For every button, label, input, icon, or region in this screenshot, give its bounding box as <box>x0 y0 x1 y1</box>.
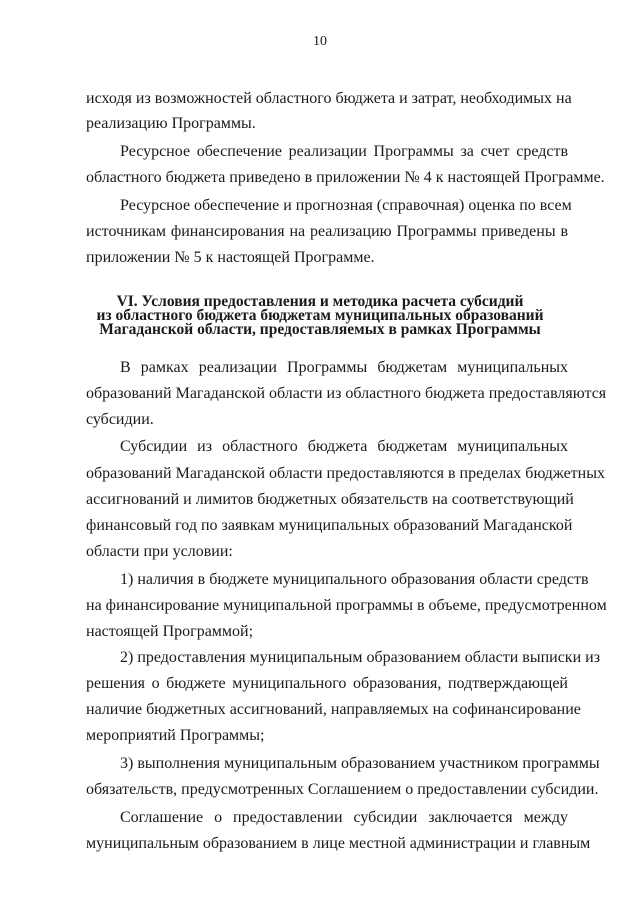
text-line: 3) выполнения муниципальным образованием участником программы <box>120 755 600 772</box>
text-line: В рамках реализации Программы бюджетам муниципальных <box>120 359 568 376</box>
text-line: наличие бюджетных ассигнований, направляемых на софинансирование <box>86 701 581 718</box>
text-line: реализацию Программы. <box>86 115 256 132</box>
text-line: муниципальным образованием в лице местной администрации и главным <box>86 835 591 852</box>
text-line: образований Магаданской области из областного бюджета предоставляются <box>86 385 607 402</box>
text-line: исходя из возможностей областного бюджета и затрат, необходимых на <box>86 90 572 107</box>
text-line: настоящей Программой; <box>86 623 254 640</box>
text-line: решения о бюджете муниципального образования, подтверждающей <box>86 675 568 692</box>
text-line: Соглашение о предоставлении субсидии заключается между <box>120 809 568 826</box>
text-line: 1) наличия в бюджете муниципального образования области средств <box>120 571 589 588</box>
text-line: Ресурсное обеспечение реализации Программы за счет средств <box>120 143 568 160</box>
page-number: 10 <box>313 34 327 49</box>
text-line: области при условии: <box>86 543 233 560</box>
text-line: источникам финансирования на реализацию Программы приведены в <box>86 223 568 240</box>
text-line: образований Магаданской области предоставляются в пределах бюджетных <box>86 465 605 482</box>
text-line: обязательств, предусмотренных Соглашением о предоставлении субсидии. <box>86 781 599 798</box>
text-line: ассигнований и лимитов бюджетных обязательств на соответствующий <box>86 491 574 508</box>
text-line: финансовый год по заявкам муниципальных образований Магаданской <box>86 517 573 534</box>
text-line: приложении № 5 к настоящей Программе. <box>86 249 375 266</box>
text-line: на финансирование муниципальной программы в объеме, предусмотренном <box>86 597 607 614</box>
text-line: субсидии. <box>86 411 154 428</box>
text-line: 2) предоставления муниципальным образованием области выписки из <box>120 649 601 666</box>
text-line: Субсидии из областного бюджета бюджетам муниципальных <box>120 438 568 455</box>
text-line: Ресурсное обеспечение и прогнозная (справочная) оценка по всем <box>120 197 572 214</box>
text-line: областного бюджета приведено в приложении № 4 к настоящей Программе. <box>86 169 605 186</box>
text-line: мероприятий Программы; <box>86 727 265 744</box>
